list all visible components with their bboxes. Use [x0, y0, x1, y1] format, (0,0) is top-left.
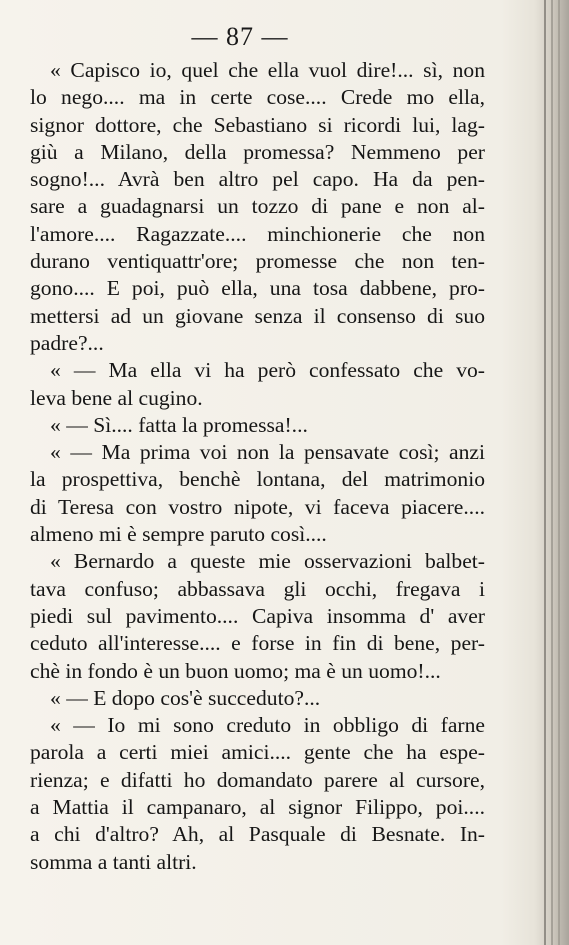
- text-line: lo nego.... ma in certe cose.... Crede mo ella,: [30, 85, 485, 110]
- text-line: « — Ma prima voi non la pensavate così; anzi: [50, 440, 485, 465]
- text-line: a chi d'altro? Ah, al Pasquale di Besnate. In-: [30, 822, 485, 847]
- text-line: rienza; e difatti ho domandato parere al cursore,: [30, 767, 485, 792]
- text-line: ceduto all'interesse.... e forse in fin di bene, per-: [30, 631, 485, 656]
- text-line: tava confuso; abbassava gli occhi, fregava i: [30, 576, 485, 601]
- text-line: « — E dopo cos'è succeduto?...: [50, 685, 321, 710]
- body-text: [30, 57, 485, 876]
- text-line: « — Sì.... fatta la promessa!...: [50, 412, 308, 437]
- text-line: l'amore.... Ragazzate.... minchionerie che non: [30, 221, 485, 246]
- text-line: piedi sul pavimento.... Capiva insomma d' aver: [30, 603, 485, 628]
- text-line: gono.... E poi, può ella, una tosa dabbene, pro-: [30, 276, 485, 301]
- text-line: la prospettiva, benchè lontana, del matrimonio: [30, 467, 485, 492]
- text-line: parola a certi miei amici.... gente che ha espe-: [30, 740, 485, 765]
- text-line: somma a tanti altri.: [30, 849, 197, 874]
- page-number: — 87 —: [191, 22, 289, 51]
- text-line: mettersi ad un giovane senza il consenso di suo: [30, 303, 485, 328]
- text-line: « Bernardo a queste mie osservazioni balbet-: [50, 549, 485, 574]
- text-line: signor dottore, che Sebastiano si ricordi lui, lag-: [30, 112, 485, 137]
- text-line: almeno mi è sempre paruto così....: [30, 522, 327, 547]
- text-line: « — Ma ella vi ha però confessato che vo-: [50, 358, 485, 383]
- text-line: leva bene al cugino.: [30, 385, 203, 410]
- text-line: « — Io mi sono creduto in obbligo di farne: [50, 713, 485, 738]
- text-line: padre?...: [30, 330, 104, 355]
- page-edge-shadow: [558, 0, 560, 945]
- text-line: chè in fondo è un buon uomo; ma è un uomo!...: [30, 658, 441, 683]
- text-line: durano ventiquattr'ore; promesse che non ten-: [30, 249, 485, 274]
- text-line: di Teresa con vostro nipote, vi faceva piacere....: [30, 494, 485, 519]
- text-line: sogno!... Avrà ben altro pel capo. Ha da pen-: [30, 167, 485, 192]
- page-edge-shadow: [551, 0, 553, 945]
- text-line: a Mattia il campanaro, al signor Filippo, poi....: [30, 795, 485, 820]
- text-line: sare a guadagnarsi un tozzo di pane e non al-: [30, 194, 485, 219]
- page-edge-shadow: [544, 0, 546, 945]
- text-line: « Capisco io, quel che ella vuol dire!... sì, non: [50, 58, 485, 82]
- text-line: giù a Milano, della promessa? Nemmeno per: [30, 139, 485, 164]
